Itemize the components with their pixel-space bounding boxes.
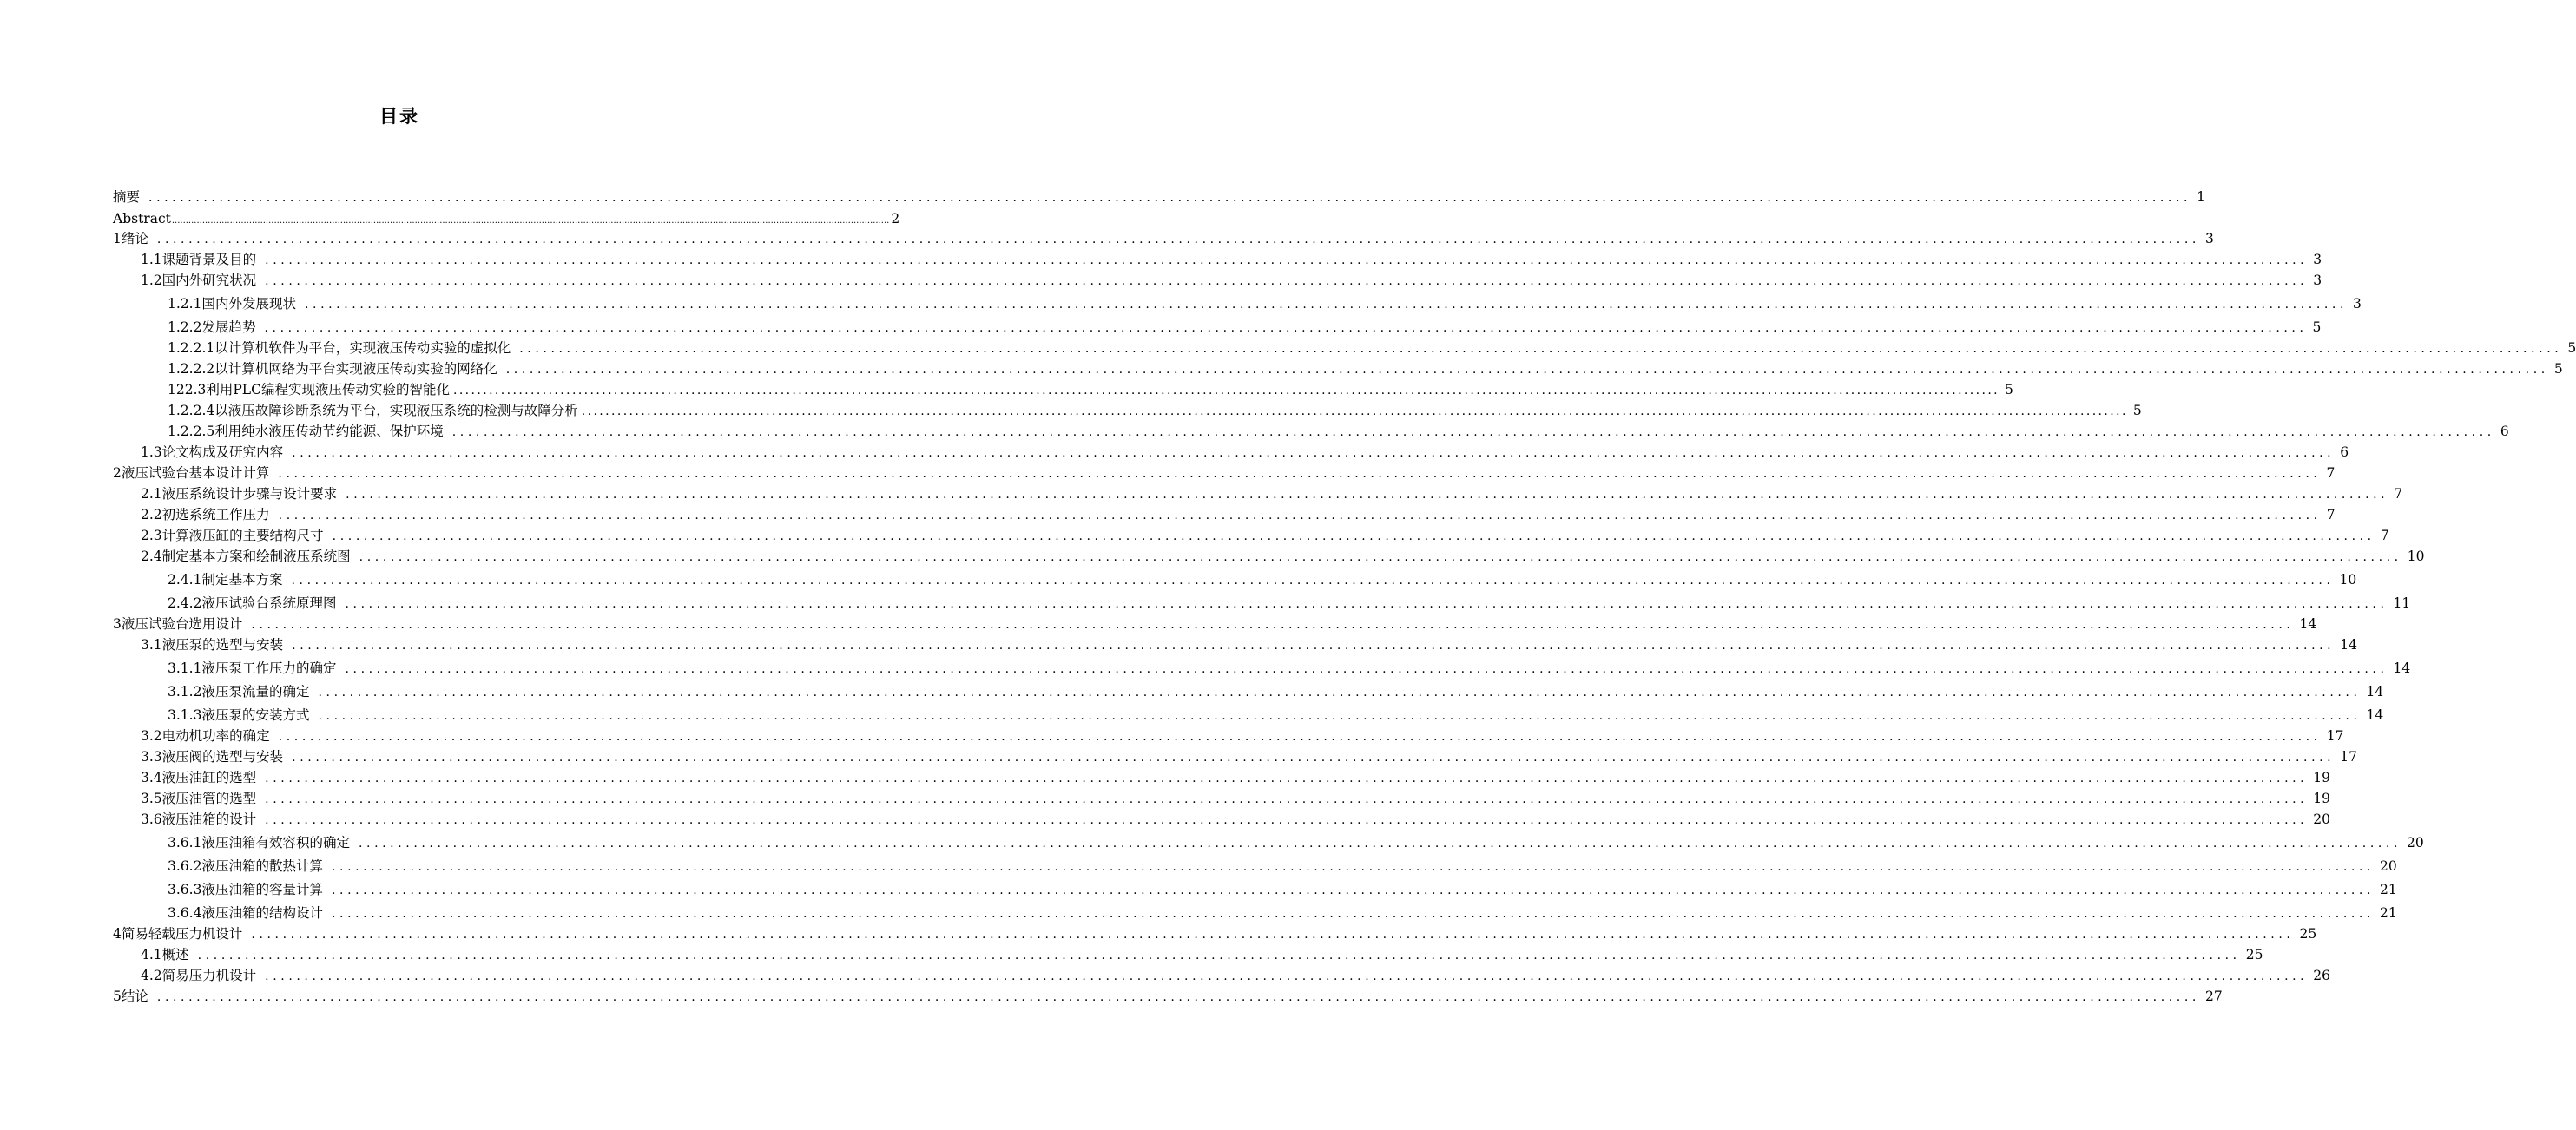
toc-dot-leader: .................................................................................................................................................................................................................................................................... — [251, 618, 2295, 632]
toc-entry-number: 2.1 — [141, 486, 162, 502]
toc-entry[interactable] — [141, 946, 2263, 964]
toc-dot-leader: .................................................................................................................................................................................................................................................................... — [156, 233, 2200, 246]
toc-entry-title: Abstract — [113, 211, 171, 227]
toc-dot-leader: .................................................................................................................................................................................................................................................................... — [148, 191, 2192, 205]
toc-entry-page-number: 3 — [2204, 231, 2214, 246]
toc-entry[interactable] — [168, 660, 2411, 678]
toc-entry[interactable] — [141, 636, 2357, 654]
toc-entry-number: 3.1 — [141, 637, 162, 653]
toc-entry[interactable] — [141, 769, 2330, 787]
toc-entry[interactable] — [168, 402, 2142, 420]
toc-entry-title: 液压油箱的散热计算 — [201, 858, 323, 874]
toc-entry-title: 液压泵的安装方式 — [201, 707, 310, 723]
toc-dot-leader: .................................................................................................................................................................................................................................................................... — [345, 662, 2388, 676]
toc-entry-page-number: 27 — [2204, 989, 2223, 1004]
toc-entry-page-number: 14 — [2366, 707, 2384, 723]
toc-dot-leader: .................................................................................................................................................................................................................................................................... — [264, 321, 2308, 335]
toc-entry-page-number: 21 — [2380, 882, 2397, 897]
toc-entry[interactable] — [113, 988, 2223, 1006]
toc-entry[interactable] — [113, 210, 900, 230]
toc-entry-page-number: 3 — [2313, 252, 2322, 267]
toc-dot-leader: .................................................................................................................................................................................................................................................................... — [332, 529, 2375, 543]
toc-entry-title: 初选系统工作压力 — [161, 507, 270, 522]
toc-entry-title: 液压油箱的结构设计 — [201, 905, 323, 921]
toc-entry[interactable] — [141, 443, 2349, 462]
toc-entry[interactable] — [168, 381, 2013, 399]
toc-entry-page-number: 5 — [2132, 403, 2142, 418]
toc-dot-leader: .................................................................................................................................................................................................................................................................... — [251, 928, 2295, 942]
toc-entry-page-number: 17 — [2326, 728, 2344, 744]
toc-entry-number: 1.2 — [141, 273, 162, 288]
toc-dot-leader: .................................................................................................................................................................................................................................................................... — [451, 425, 2495, 439]
toc-dot-leader: .................................................................................................................................................................................................................................................................... — [265, 253, 2309, 267]
toc-entry-page-number: 5 — [2005, 382, 2013, 397]
toc-dot-leader: .................................................................................................................................................................................................................................................................... — [318, 686, 2362, 700]
toc-entry-title: 液压阀的选型与安装 — [161, 749, 284, 765]
toc-entry-page-number: 26 — [2313, 968, 2330, 983]
toc-entry-page-number: 21 — [2380, 905, 2397, 921]
toc-entry-number: 1.2.2.1 — [168, 340, 215, 356]
toc-entry-number: 1.1 — [141, 252, 162, 267]
toc-entry-number: 1.2.2.5 — [168, 424, 215, 439]
toc-entry-number: 4.1 — [141, 947, 162, 962]
toc-entry-page-number: 20 — [2407, 835, 2424, 851]
toc-entry-number: 2.4 — [141, 549, 162, 564]
toc-dot-leader: .................................................................................................................................................................................................................................................................... — [265, 969, 2309, 983]
toc-entry-page-number: 6 — [2500, 424, 2509, 439]
toc-entry[interactable] — [141, 527, 2389, 545]
toc-entry-number: 3.4 — [141, 770, 162, 785]
toc-dot-leader: .................................................................................................................................................................................................................................................................... — [331, 860, 2375, 874]
toc-entry-page-number: 7 — [2326, 465, 2336, 481]
toc-entry-page-number: 25 — [2299, 926, 2317, 942]
toc-dot-leader: .................................................................................................................................................................................................................................................................... — [292, 751, 2336, 765]
toc-entry-title: 液压油缸的选型 — [161, 770, 257, 785]
toc-entry-number: 4.2 — [141, 968, 162, 983]
toc-entry-number: 2.4.1 — [168, 572, 202, 588]
toc-entry-page-number: 10 — [2407, 549, 2425, 564]
toc-dot-leader: .................................................................................................................................................................................................................................................................... — [292, 446, 2336, 460]
toc-entry-title: 简易轻载压力机设计 — [121, 926, 243, 942]
toc-entry-number: 2.4.2 — [168, 595, 202, 611]
toc-entry-page-number: 3 — [2353, 296, 2362, 312]
toc-entry-page-number: 2 — [891, 211, 900, 227]
toc-entry-page-number: 14 — [2366, 684, 2384, 700]
toc-entry-page-number: 5 — [2553, 361, 2563, 377]
toc-entry-title: 利用纯水液压传动节约能源、保护环境 — [214, 424, 444, 439]
toc-entry-page-number: 6 — [2340, 444, 2349, 460]
toc-entry-page-number: 11 — [2393, 595, 2411, 611]
toc-entry-number: 1.2.1 — [168, 296, 202, 312]
toc-dot-leader: .................................................................................................................................................................................................................................................................... — [581, 404, 2128, 418]
toc-entry-title: 摘要 — [113, 189, 141, 205]
toc-entry-number: 3.6 — [141, 811, 162, 827]
toc-entry[interactable] — [141, 727, 2344, 746]
toc-entry[interactable] — [168, 595, 2411, 613]
toc-entry-page-number: 20 — [2380, 858, 2397, 874]
toc-entry-title: 以计算机网络为平台实现液压传动实验的网络化 — [214, 361, 497, 377]
toc-entry-title: 液压试验台基本设计计算 — [121, 465, 270, 481]
toc-entry-title: 国内外研究状况 — [161, 273, 257, 288]
toc-entry[interactable] — [168, 295, 2362, 313]
toc-entry-number: 3.2 — [141, 728, 162, 744]
toc-dot-leader: .................................................................................................................................................................................................................................................................... — [358, 837, 2402, 851]
toc-entry-number: 3 — [113, 616, 122, 632]
toc-entry-title: 课题背景及目的 — [161, 252, 257, 267]
toc-entry-title: 以液压故障诊断系统为平台，实现液压系统的检测与故障分析 — [214, 403, 578, 418]
toc-entry-title: 液压油箱的容量计算 — [201, 882, 323, 897]
toc-entry-number: 3.1.2 — [168, 684, 202, 700]
toc-dot-leader: .................................................................................................................................................................................................................................................................... — [278, 467, 2322, 481]
toc-entry-page-number: 14 — [2393, 660, 2411, 676]
toc-entry[interactable] — [113, 230, 2214, 248]
toc-entry-number: 3.6.3 — [168, 882, 202, 897]
toc-dot-leader: .................................................................................................................................................................................................................................................................... — [278, 509, 2322, 522]
toc-entry[interactable] — [141, 790, 2330, 808]
toc-dot-leader: .................................................................................................................................................................................................................................................................... — [171, 216, 890, 226]
toc-entry-number: 2.3 — [141, 528, 162, 543]
toc-entry-number: 2 — [113, 465, 122, 481]
toc-entry-page-number: 20 — [2313, 811, 2330, 827]
toc-dot-leader: .................................................................................................................................................................................................................................................................... — [318, 709, 2362, 723]
toc-entry-title: 液压油管的选型 — [161, 791, 257, 806]
toc-entry-number: 2.2 — [141, 507, 162, 522]
toc-entry-title: 液压试验台选用设计 — [121, 616, 243, 632]
toc-dot-leader: .................................................................................................................................................................................................................................................................... — [265, 772, 2309, 785]
toc-entry-page-number: 14 — [2340, 637, 2357, 653]
toc-entry-page-number: 19 — [2313, 770, 2330, 785]
toc-entry-title: 论文构成及研究内容 — [161, 444, 284, 460]
toc-entry-number: 3.6.2 — [168, 858, 202, 874]
toc-entry[interactable] — [168, 857, 2397, 876]
toc-entry-title: 电动机功率的确定 — [161, 728, 270, 744]
toc-entry-page-number: 10 — [2339, 572, 2357, 588]
toc-entry[interactable] — [168, 571, 2357, 589]
toc-entry[interactable] — [168, 904, 2397, 923]
toc-entry-page-number: 7 — [2326, 507, 2336, 522]
toc-entry-title: 简易压力机设计 — [161, 968, 257, 983]
toc-entry-title: 制定基本方案 — [201, 572, 283, 588]
toc-entry-page-number: 17 — [2340, 749, 2357, 765]
toc-entry-title: 发展趋势 — [201, 319, 256, 335]
toc-entry-page-number: 7 — [2394, 486, 2403, 502]
toc-entry[interactable] — [168, 339, 2576, 358]
toc-entry[interactable] — [141, 506, 2336, 524]
toc-entry-title: 液压试验台系统原理图 — [201, 595, 337, 611]
toc-entry-number: 3.1.3 — [168, 707, 202, 723]
toc-entry-page-number: 1 — [2197, 189, 2205, 205]
toc-entry-title: 液压系统设计步骤与设计要求 — [161, 486, 338, 502]
toc-entry[interactable] — [141, 272, 2322, 290]
toc-entry[interactable] — [168, 834, 2424, 852]
toc-dot-leader: .................................................................................................................................................................................................................................................................... — [359, 550, 2402, 564]
toc-entry[interactable] — [141, 251, 2322, 269]
toc-entry-number: 1.2.2.2 — [168, 361, 215, 377]
toc-entry-title: 概述 — [161, 947, 189, 962]
toc-dot-leader: .................................................................................................................................................................................................................................................................... — [265, 274, 2309, 288]
toc-dot-leader: .................................................................................................................................................................................................................................................................... — [156, 990, 2200, 1004]
toc-entry-page-number: 5 — [2312, 319, 2322, 335]
toc-entry[interactable] — [168, 706, 2384, 725]
toc-entry-title: 液压油箱有效容积的确定 — [201, 835, 350, 851]
toc-entry-number: 3.6.4 — [168, 905, 202, 921]
toc-entry-number: 1.2.2.4 — [168, 403, 215, 418]
toc-entry[interactable] — [141, 485, 2403, 503]
toc-entry-title: 液压泵工作压力的确定 — [201, 660, 337, 676]
toc-entry[interactable] — [113, 615, 2317, 634]
toc-entry-title: 以计算机软件为平台，实现液压传动实验的虚拟化 — [214, 340, 511, 356]
toc-entry[interactable] — [113, 925, 2317, 943]
toc-dot-leader: .................................................................................................................................................................................................................................................................... — [519, 342, 2563, 356]
toc-entry-number: 122.3 — [168, 382, 207, 397]
toc-entry[interactable] — [168, 319, 2322, 337]
toc-entry[interactable] — [141, 548, 2425, 566]
toc-dot-leader: .................................................................................................................................................................................................................................................................... — [346, 488, 2389, 502]
toc-entry[interactable] — [168, 360, 2563, 378]
toc-entry[interactable] — [113, 464, 2336, 483]
toc-entry[interactable] — [141, 811, 2330, 829]
toc-entry[interactable] — [168, 683, 2384, 701]
toc-entry-number: 3.3 — [141, 749, 162, 765]
toc-entry-title: 液压油箱的设计 — [161, 811, 257, 827]
toc-dot-leader: .................................................................................................................................................................................................................................................................... — [291, 574, 2335, 588]
toc-entry[interactable] — [168, 881, 2397, 899]
toc-entry-title: 结论 — [121, 989, 148, 1004]
toc-entry-number: 3.6.1 — [168, 835, 202, 851]
toc-dot-leader: .................................................................................................................................................................................................................................................................... — [292, 639, 2336, 653]
toc-dot-leader: .................................................................................................................................................................................................................................................................... — [331, 884, 2375, 897]
toc-dot-leader: .................................................................................................................................................................................................................................................................... — [304, 298, 2349, 312]
toc-entry-title: 制定基本方案和绘制液压系统图 — [161, 549, 351, 564]
toc-entry[interactable] — [141, 967, 2330, 985]
toc-entry-page-number: 5 — [2567, 340, 2576, 356]
toc-entry-page-number: 3 — [2313, 273, 2322, 288]
toc-entry-number: 1 — [113, 231, 122, 246]
toc-dot-leader: .................................................................................................................................................................................................................................................................... — [452, 384, 2000, 397]
toc-title: 目录 — [379, 106, 419, 127]
toc-entry-title: 液压泵流量的确定 — [201, 684, 310, 700]
toc-dot-leader: .................................................................................................................................................................................................................................................................... — [331, 907, 2375, 921]
toc-dot-leader: .................................................................................................................................................................................................................................................................... — [505, 363, 2549, 377]
toc-entry[interactable] — [168, 423, 2509, 441]
toc-dot-leader: .................................................................................................................................................................................................................................................................... — [278, 730, 2322, 744]
toc-entry-title: 国内外发展现状 — [201, 296, 296, 312]
toc-entry-title: 计算液压缸的主要结构尺寸 — [161, 528, 324, 543]
toc-entry-title: 利用PLC编程实现液压传动实验的智能化 — [206, 382, 450, 397]
toc-entry-number: 1.3 — [141, 444, 162, 460]
toc-entry-number: 5 — [113, 989, 122, 1004]
toc-entry[interactable] — [113, 188, 2205, 207]
toc-entry-number: 3.5 — [141, 791, 162, 806]
toc-entry-number: 4 — [113, 926, 122, 942]
toc-dot-leader: .................................................................................................................................................................................................................................................................... — [197, 949, 2241, 962]
toc-entry-page-number: 7 — [2380, 528, 2389, 543]
toc-dot-leader: .................................................................................................................................................................................................................................................................... — [345, 597, 2388, 611]
toc-entry-number: 3.1.1 — [168, 660, 202, 676]
toc-dot-leader: .................................................................................................................................................................................................................................................................... — [265, 792, 2309, 806]
toc-entry[interactable] — [141, 748, 2357, 766]
toc-entry-page-number: 25 — [2245, 947, 2263, 962]
toc-entry-title: 绪论 — [121, 231, 148, 246]
toc-entry-number: 1.2.2 — [168, 319, 202, 335]
toc-entry-title: 液压泵的选型与安装 — [161, 637, 284, 653]
toc-entry-page-number: 19 — [2313, 791, 2330, 806]
toc-dot-leader: .................................................................................................................................................................................................................................................................... — [265, 813, 2309, 827]
toc-entry-page-number: 14 — [2299, 616, 2317, 632]
